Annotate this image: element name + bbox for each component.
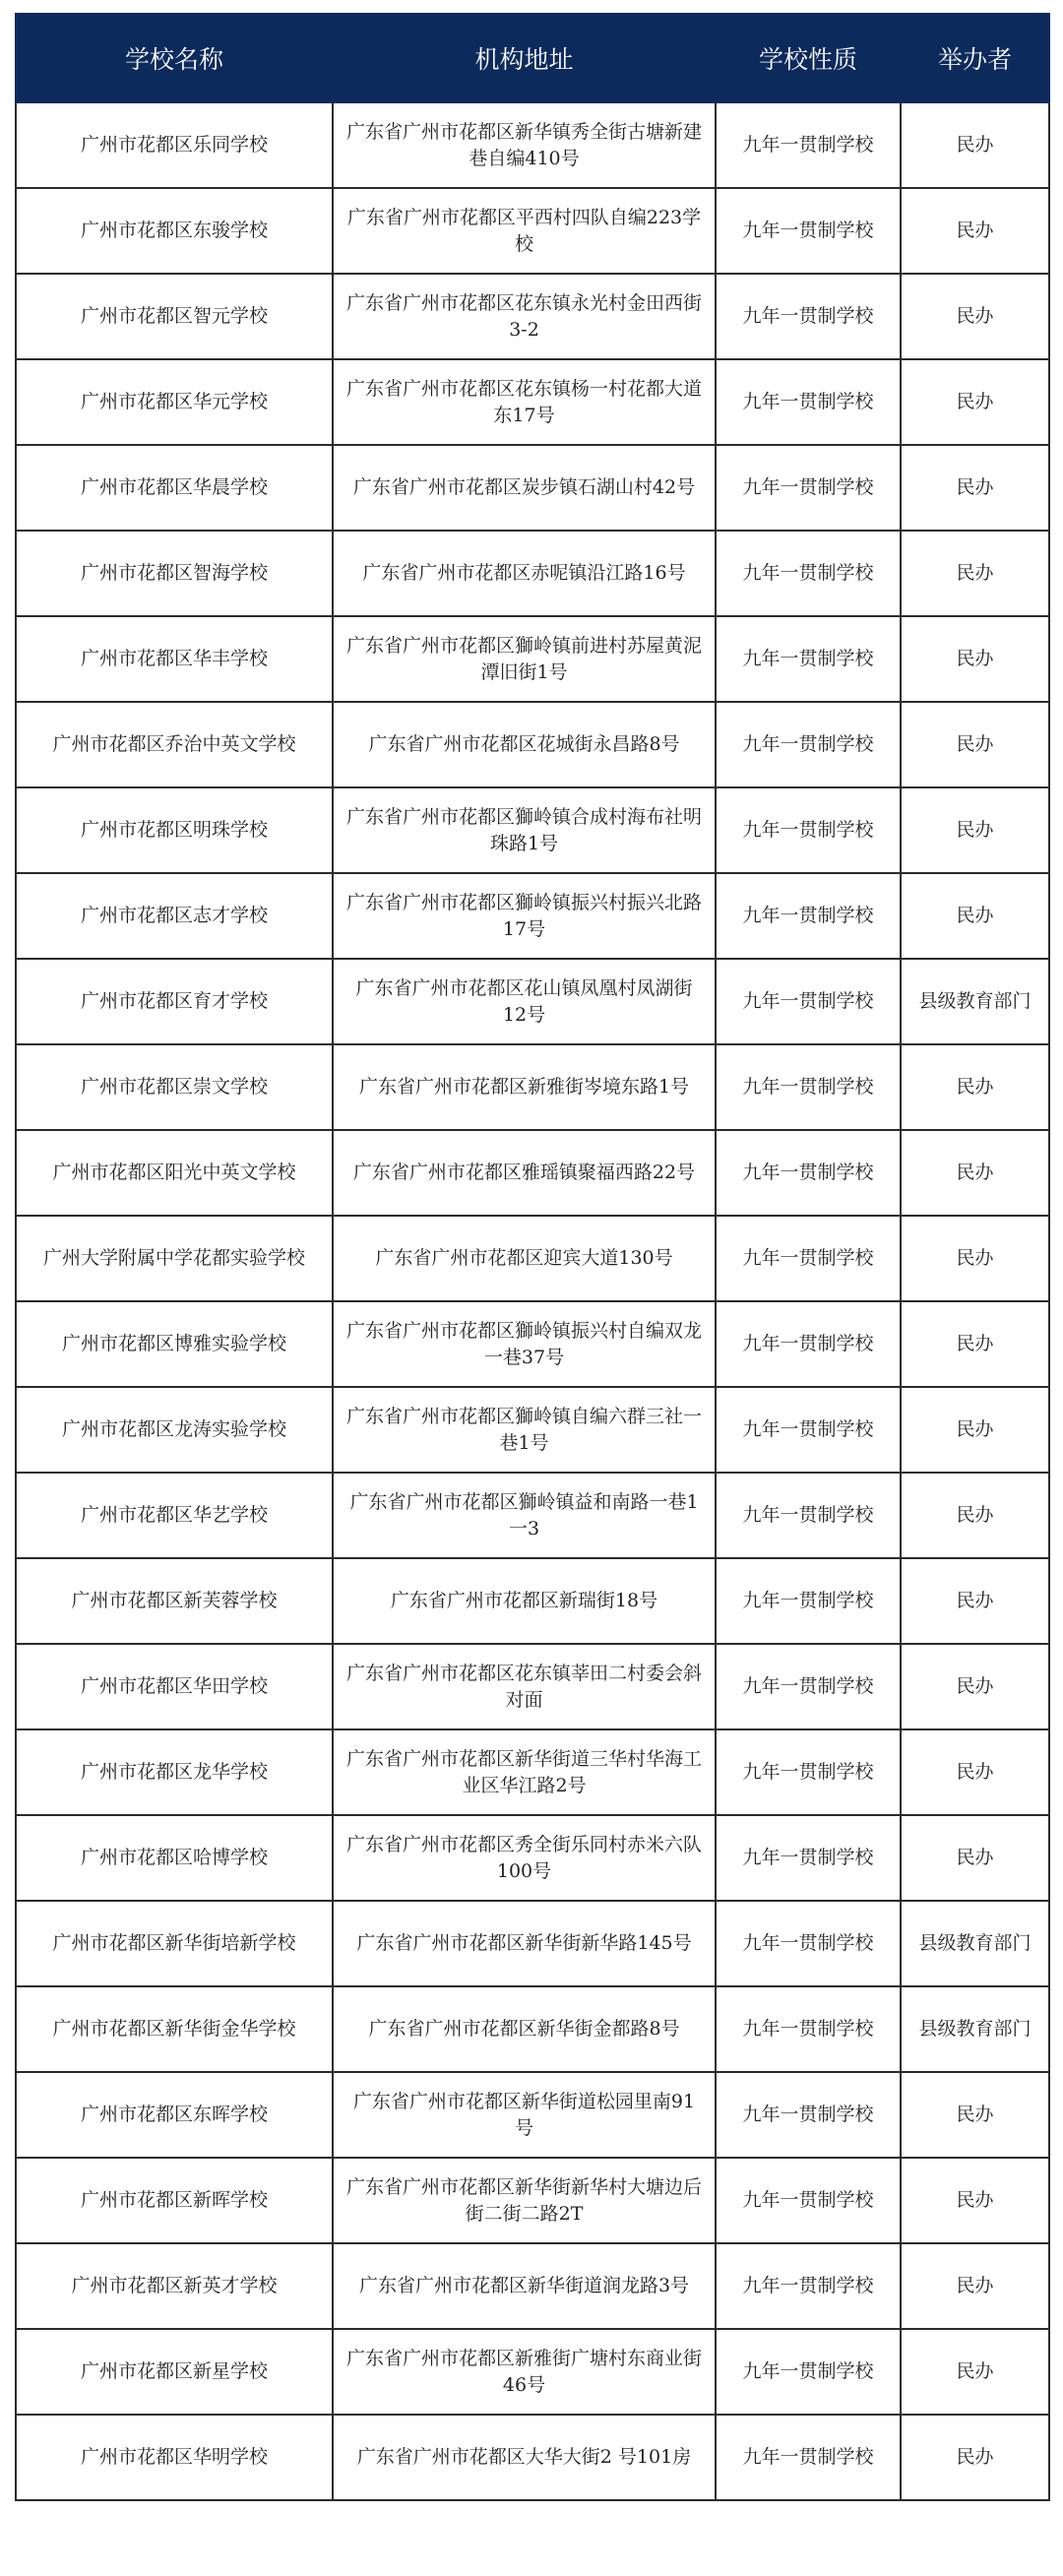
address-cell: 广东省广州市花都区新华街道润龙路3号 bbox=[333, 2243, 716, 2329]
table-row bbox=[16, 188, 1049, 274]
table-row bbox=[16, 1986, 1049, 2072]
sponsor-cell: 民办 bbox=[901, 188, 1049, 274]
school-type-cell: 九年一贯制学校 bbox=[716, 702, 901, 787]
school-name-cell: 广州市花都区哈博学校 bbox=[16, 1815, 333, 1901]
sponsor-cell: 民办 bbox=[901, 1387, 1049, 1473]
school-type-cell: 九年一贯制学校 bbox=[716, 1815, 901, 1901]
school-type-cell: 九年一贯制学校 bbox=[716, 2329, 901, 2415]
table-row bbox=[16, 2329, 1049, 2415]
school-type-cell: 九年一贯制学校 bbox=[716, 959, 901, 1044]
sponsor-cell: 民办 bbox=[901, 1644, 1049, 1729]
sponsor-cell: 民办 bbox=[901, 274, 1049, 359]
school-type-cell: 九年一贯制学校 bbox=[716, 1901, 901, 1986]
school-name-cell: 广州市花都区智元学校 bbox=[16, 274, 333, 359]
address-cell: 广东省广州市花都区新雅街岑境东路1号 bbox=[333, 1044, 716, 1130]
school-name-cell: 广州市花都区志才学校 bbox=[16, 873, 333, 959]
sponsor-cell: 县级教育部门 bbox=[901, 959, 1049, 1044]
school-type-cell: 九年一贯制学校 bbox=[716, 274, 901, 359]
address-cell: 广东省广州市花都区花东镇永光村金田西街3-2 bbox=[333, 274, 716, 359]
sponsor-cell: 民办 bbox=[901, 616, 1049, 702]
sponsor-cell: 民办 bbox=[901, 1130, 1049, 1216]
table-row bbox=[16, 102, 1049, 188]
sponsor-cell: 县级教育部门 bbox=[901, 1901, 1049, 1986]
table-row bbox=[16, 1558, 1049, 1644]
school-name-cell: 广州市花都区华田学校 bbox=[16, 1644, 333, 1729]
sponsor-cell: 民办 bbox=[901, 1473, 1049, 1558]
sponsor-cell: 民办 bbox=[901, 1301, 1049, 1387]
school-type-cell: 九年一贯制学校 bbox=[716, 188, 901, 274]
table-row bbox=[16, 1216, 1049, 1301]
school-type-cell: 九年一贯制学校 bbox=[716, 1558, 901, 1644]
table-row bbox=[16, 702, 1049, 787]
school-type-cell: 九年一贯制学校 bbox=[716, 531, 901, 616]
table-row bbox=[16, 274, 1049, 359]
school-type-cell: 九年一贯制学校 bbox=[716, 787, 901, 873]
school-type-cell: 九年一贯制学校 bbox=[716, 873, 901, 959]
school-name-cell: 广州市花都区明珠学校 bbox=[16, 787, 333, 873]
school-name-cell: 广州市花都区博雅实验学校 bbox=[16, 1301, 333, 1387]
school-table bbox=[15, 13, 1050, 2501]
school-name-cell: 广州市花都区华晨学校 bbox=[16, 445, 333, 531]
table-row bbox=[16, 1301, 1049, 1387]
table-row bbox=[16, 1044, 1049, 1130]
header-school-name: 学校名称 bbox=[16, 14, 333, 102]
address-cell: 广东省广州市花都区新雅街广塘村东商业街46号 bbox=[333, 2329, 716, 2415]
sponsor-cell: 民办 bbox=[901, 1044, 1049, 1130]
address-cell: 广东省广州市花都区新华街道松园里南91号 bbox=[333, 2072, 716, 2158]
address-cell: 广东省广州市花都区花东镇莘田二村委会斜对面 bbox=[333, 1644, 716, 1729]
school-type-cell: 九年一贯制学校 bbox=[716, 616, 901, 702]
school-type-cell: 九年一贯制学校 bbox=[716, 1130, 901, 1216]
address-cell: 广东省广州市花都区獅岭镇振兴村自编双龙一巷37号 bbox=[333, 1301, 716, 1387]
table-row bbox=[16, 2072, 1049, 2158]
table-row bbox=[16, 616, 1049, 702]
table-row bbox=[16, 1815, 1049, 1901]
table-row bbox=[16, 873, 1049, 959]
table-row bbox=[16, 2158, 1049, 2243]
sponsor-cell: 民办 bbox=[901, 531, 1049, 616]
address-cell: 广东省广州市花都区大华大街2 号101房 bbox=[333, 2415, 716, 2500]
sponsor-cell: 民办 bbox=[901, 2329, 1049, 2415]
school-name-cell: 广州市花都区东晖学校 bbox=[16, 2072, 333, 2158]
school-name-cell: 广州市花都区龙涛实验学校 bbox=[16, 1387, 333, 1473]
address-cell: 广东省广州市花都区新华街新华村大塘边后街二街二路2T bbox=[333, 2158, 716, 2243]
address-cell: 广东省广州市花都区雅瑶镇聚福西路22号 bbox=[333, 1130, 716, 1216]
sponsor-cell: 民办 bbox=[901, 2243, 1049, 2329]
sponsor-cell: 民办 bbox=[901, 2158, 1049, 2243]
school-type-cell: 九年一贯制学校 bbox=[716, 1216, 901, 1301]
sponsor-cell: 民办 bbox=[901, 359, 1049, 445]
address-cell: 广东省广州市花都区花东镇杨一村花都大道东17号 bbox=[333, 359, 716, 445]
table-row bbox=[16, 1473, 1049, 1558]
school-type-cell: 九年一贯制学校 bbox=[716, 2158, 901, 2243]
school-type-cell: 九年一贯制学校 bbox=[716, 359, 901, 445]
table-row bbox=[16, 2415, 1049, 2500]
sponsor-cell: 民办 bbox=[901, 445, 1049, 531]
header-address: 机构地址 bbox=[333, 14, 716, 102]
school-name-cell: 广州市花都区新晖学校 bbox=[16, 2158, 333, 2243]
school-name-cell: 广州市花都区华艺学校 bbox=[16, 1473, 333, 1558]
table-row bbox=[16, 1729, 1049, 1815]
table-row bbox=[16, 2243, 1049, 2329]
sponsor-cell: 民办 bbox=[901, 1558, 1049, 1644]
school-name-cell: 广州市花都区智海学校 bbox=[16, 531, 333, 616]
table-row bbox=[16, 1644, 1049, 1729]
address-cell: 广东省广州市花都区獅岭镇益和南路一巷1一3 bbox=[333, 1473, 716, 1558]
address-cell: 广东省广州市花都区新华街新华路145号 bbox=[333, 1901, 716, 1986]
address-cell: 广东省广州市花都区新华街金都路8号 bbox=[333, 1986, 716, 2072]
school-type-cell: 九年一贯制学校 bbox=[716, 2243, 901, 2329]
school-type-cell: 九年一贯制学校 bbox=[716, 1473, 901, 1558]
sponsor-cell: 民办 bbox=[901, 873, 1049, 959]
sponsor-cell: 民办 bbox=[901, 787, 1049, 873]
address-cell: 广东省广州市花都区秀全街乐同村赤米六队100号 bbox=[333, 1815, 716, 1901]
school-type-cell: 九年一贯制学校 bbox=[716, 1301, 901, 1387]
school-name-cell: 广州市花都区华元学校 bbox=[16, 359, 333, 445]
address-cell: 广东省广州市花都区新华镇秀全街古塘新建巷自编410号 bbox=[333, 102, 716, 188]
school-type-cell: 九年一贯制学校 bbox=[716, 1729, 901, 1815]
school-type-cell: 九年一贯制学校 bbox=[716, 445, 901, 531]
address-cell: 广东省广州市花都区獅岭镇振兴村振兴北路17号 bbox=[333, 873, 716, 959]
address-cell: 广东省广州市花都区迎宾大道130号 bbox=[333, 1216, 716, 1301]
header-sponsor: 举办者 bbox=[901, 14, 1049, 102]
school-name-cell: 广州市花都区新英才学校 bbox=[16, 2243, 333, 2329]
table-row bbox=[16, 359, 1049, 445]
address-cell: 广东省广州市花都区炭步镇石湖山村42号 bbox=[333, 445, 716, 531]
sponsor-cell: 民办 bbox=[901, 2415, 1049, 2500]
address-cell: 广东省广州市花都区獅岭镇合成村海布社明珠路1号 bbox=[333, 787, 716, 873]
table-row bbox=[16, 787, 1049, 873]
table-row bbox=[16, 1130, 1049, 1216]
school-type-cell: 九年一贯制学校 bbox=[716, 2072, 901, 2158]
school-name-cell: 广州大学附属中学花都实验学校 bbox=[16, 1216, 333, 1301]
header-row bbox=[16, 14, 1049, 102]
address-cell: 广东省广州市花都区新瑞街18号 bbox=[333, 1558, 716, 1644]
school-type-cell: 九年一贯制学校 bbox=[716, 102, 901, 188]
address-cell: 广东省广州市花都区新华街道三华村华海工业区华江路2号 bbox=[333, 1729, 716, 1815]
school-name-cell: 广州市花都区新芙蓉学校 bbox=[16, 1558, 333, 1644]
school-type-cell: 九年一贯制学校 bbox=[716, 1044, 901, 1130]
table-row bbox=[16, 531, 1049, 616]
school-name-cell: 广州市花都区育才学校 bbox=[16, 959, 333, 1044]
address-cell: 广东省广州市花都区花山镇凤凰村凤湖街12号 bbox=[333, 959, 716, 1044]
school-name-cell: 广州市花都区新华街培新学校 bbox=[16, 1901, 333, 1986]
school-type-cell: 九年一贯制学校 bbox=[716, 1387, 901, 1473]
school-type-cell: 九年一贯制学校 bbox=[716, 2415, 901, 2500]
sponsor-cell: 县级教育部门 bbox=[901, 1986, 1049, 2072]
address-cell: 广东省广州市花都区獅岭镇前进村苏屋黄泥潭旧街1号 bbox=[333, 616, 716, 702]
school-name-cell: 广州市花都区乔治中英文学校 bbox=[16, 702, 333, 787]
school-name-cell: 广州市花都区崇文学校 bbox=[16, 1044, 333, 1130]
table-header bbox=[16, 14, 1049, 102]
table-body bbox=[16, 102, 1049, 2500]
school-type-cell: 九年一贯制学校 bbox=[716, 1644, 901, 1729]
address-cell: 广东省广州市花都区平西村四队自编223学校 bbox=[333, 188, 716, 274]
school-name-cell: 广州市花都区东骏学校 bbox=[16, 188, 333, 274]
sponsor-cell: 民办 bbox=[901, 102, 1049, 188]
sponsor-cell: 民办 bbox=[901, 702, 1049, 787]
school-name-cell: 广州市花都区华明学校 bbox=[16, 2415, 333, 2500]
sponsor-cell: 民办 bbox=[901, 1216, 1049, 1301]
sponsor-cell: 民办 bbox=[901, 1815, 1049, 1901]
address-cell: 广东省广州市花都区花城街永昌路8号 bbox=[333, 702, 716, 787]
school-name-cell: 广州市花都区龙华学校 bbox=[16, 1729, 333, 1815]
table-row bbox=[16, 445, 1049, 531]
address-cell: 广东省广州市花都区赤呢镇沿江路16号 bbox=[333, 531, 716, 616]
sponsor-cell: 民办 bbox=[901, 1729, 1049, 1815]
table-row bbox=[16, 1901, 1049, 1986]
table-row bbox=[16, 959, 1049, 1044]
school-type-cell: 九年一贯制学校 bbox=[716, 1986, 901, 2072]
header-school-type: 学校性质 bbox=[716, 14, 901, 102]
school-name-cell: 广州市花都区新星学校 bbox=[16, 2329, 333, 2415]
school-name-cell: 广州市花都区阳光中英文学校 bbox=[16, 1130, 333, 1216]
school-name-cell: 广州市花都区新华街金华学校 bbox=[16, 1986, 333, 2072]
table-row bbox=[16, 1387, 1049, 1473]
school-name-cell: 广州市花都区乐同学校 bbox=[16, 102, 333, 188]
school-name-cell: 广州市花都区华丰学校 bbox=[16, 616, 333, 702]
address-cell: 广东省广州市花都区獅岭镇自编六群三社一巷1号 bbox=[333, 1387, 716, 1473]
sponsor-cell: 民办 bbox=[901, 2072, 1049, 2158]
